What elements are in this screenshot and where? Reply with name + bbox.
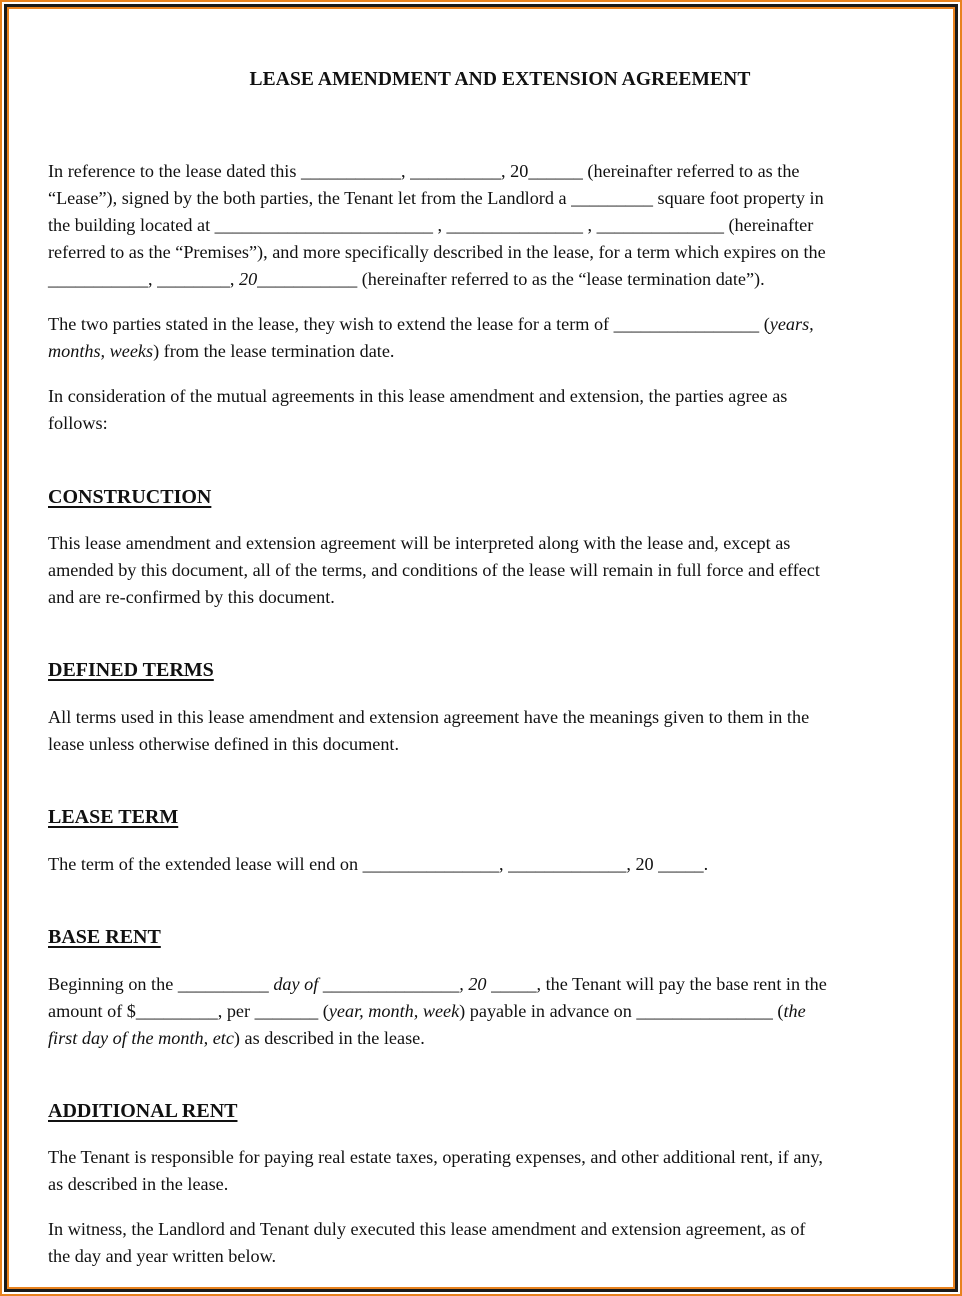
text-line: The two parties stated in the lease, they wish to extend the lease for a term of ________________ (years, <box>48 314 814 334</box>
text-line: lease unless otherwise defined in this document. <box>48 734 400 754</box>
text-line: ___________, ________, 20___________ (hereinafter referred to as the “lease termination date”). <box>48 269 765 289</box>
text-line: months, weeks) from the lease termination date. <box>48 341 395 361</box>
text-line: referred to as the “Premises”), and more specifically described in the lease, for a term which expires on the <box>48 242 826 262</box>
text-line: In reference to the lease dated this ___________, __________, 20______ (hereinafter referred to as the <box>48 161 800 181</box>
text-line: follows: <box>48 413 108 433</box>
witness-paragraph <box>48 1216 922 1270</box>
construction-paragraph <box>48 530 922 611</box>
base-rent-paragraph <box>48 971 922 1052</box>
text-line: This lease amendment and extension agreement will be interpreted along with the lease and, except as <box>48 533 791 553</box>
text-line: The term of the extended lease will end on _______________, _____________, 20 _____. <box>48 854 709 874</box>
defined-terms-paragraph <box>48 704 922 758</box>
text-line: The Tenant is responsible for paying real estate taxes, operating expenses, and other additional rent, if any, <box>48 1147 823 1167</box>
extension-term-paragraph <box>48 311 922 365</box>
text-line: All terms used in this lease amendment and extension agreement have the meanings given to them in the <box>48 707 810 727</box>
text-line: amended by this document, all of the terms, and conditions of the lease will remain in full force and effect <box>48 560 820 580</box>
section-heading-additional-rent: ADDITIONAL RENT <box>48 1100 238 1122</box>
text-line: In consideration of the mutual agreements in this lease amendment and extension, the parties agree as <box>48 386 788 406</box>
document-title: LEASE AMENDMENT AND EXTENSION AGREEMENT <box>249 69 751 90</box>
text-line: first day of the month, etc) as described in the lease. <box>48 1028 425 1048</box>
text-line: In witness, the Landlord and Tenant duly executed this lease amendment and extension agreement, as of <box>48 1219 806 1239</box>
text-line: as described in the lease. <box>48 1174 229 1194</box>
lease-term-paragraph <box>48 851 922 878</box>
text-line: “Lease”), signed by the both parties, the Tenant let from the Landlord a _________ square foot property in <box>48 188 824 208</box>
intro-paragraph <box>48 158 922 293</box>
additional-rent-paragraph <box>48 1144 922 1198</box>
text-line: amount of $_________, per _______ (year, month, week) payable in advance on _______________ (the <box>48 1001 806 1021</box>
text-line: the building located at ________________________ , _______________ , ______________ (hereinafter <box>48 215 814 235</box>
text-line: the day and year written below. <box>48 1246 277 1266</box>
section-heading-defined-terms: DEFINED TERMS <box>48 659 214 681</box>
text-line: Beginning on the __________ day of _______________, 20 _____, the Tenant will pay the base rent in the <box>48 974 827 994</box>
section-heading-construction: CONSTRUCTION <box>48 486 212 508</box>
section-heading-lease-term: LEASE TERM <box>48 806 179 828</box>
consideration-paragraph <box>48 383 922 437</box>
text-line: and are re-confirmed by this document. <box>48 587 335 607</box>
section-heading-base-rent: BASE RENT <box>48 926 161 948</box>
